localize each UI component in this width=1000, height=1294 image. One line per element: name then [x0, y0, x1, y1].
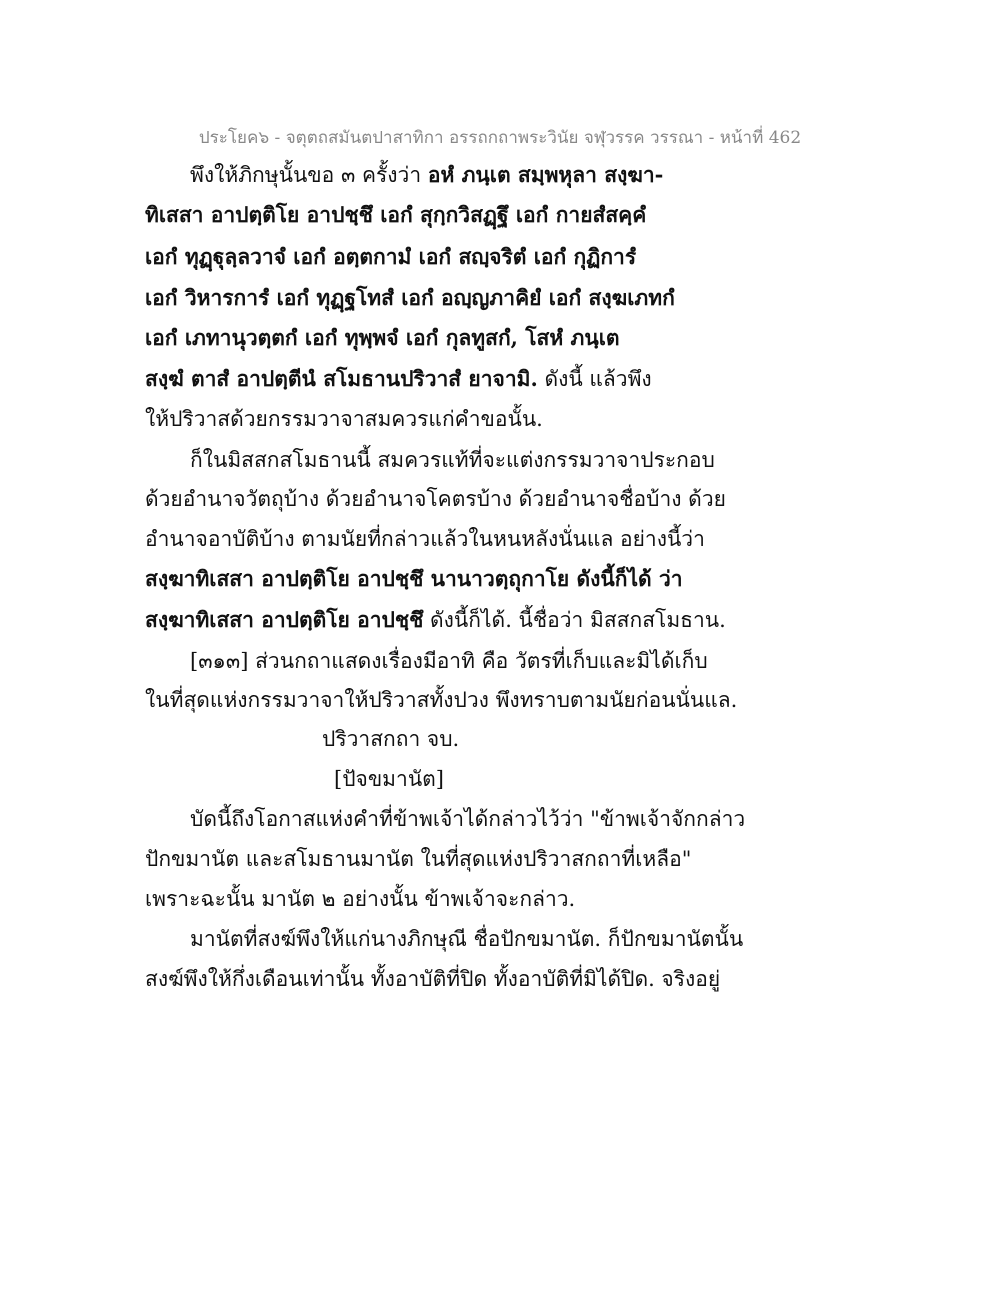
text-pali: อหํ ภนฺเต สมฺพหุลา สงฺฆา-: [427, 162, 664, 187]
text-pali: สงฺฆํ ตาสํ อาปตฺตีนํ สโมธานปริวาสํ ยาจามิ.: [145, 366, 538, 391]
text-line-18: ปักขมานัต และสโมธานมานัต ในที่สุดแห่งปริวาสกถาที่เหลือ": [145, 847, 692, 871]
text-pali: สงฺฆาทิเสสา อาปตฺติโย อาปชฺชึ: [145, 607, 424, 632]
text-regular: ดังนี้ก็ได้. นี้ชื่อว่า มิสสกสโมธาน.: [423, 608, 726, 632]
text-line-20: มานัตที่สงฆ์พึงให้แก่นางภิกษุณี ชื่อปักขมานัต. ก็ปักขมานัตนั้น: [190, 927, 744, 951]
text-line-10: อำนาจอาบัติบ้าง ตามนัยที่กล่าวแล้วในหนหลังนั่นแล อย่างนี้ว่า: [145, 527, 705, 551]
text-regular: พึงให้ภิกษุนั้นขอ ๓ ครั้งว่า: [190, 163, 428, 187]
text-line-12: [145, 605, 726, 635]
text-regular: ดังนี้ แล้วพึง: [537, 367, 652, 391]
text-line-1: [190, 160, 663, 190]
text-line-3: เอกํ ทุฏฺฐุลฺลวาจํ เอกํ อตฺตกามํ เอกํ สญฺจริตํ เอกํ กุฏิการํ: [145, 244, 637, 269]
page-header: ประโยค๖ - จตุตถสมันตปาสาทิกา อรรถกถาพระวินัย จฬุวรรค วรรณา - หน้าที่ 462: [198, 128, 802, 148]
text-line-5: เอกํ เภทานุวตฺตกํ เอกํ ทุพฺพจํ เอกํ กุลทูสกํ, โสหํ ภนฺเต: [145, 325, 620, 350]
text-line-4: เอกํ วิหารการํ เอกํ ทุฏฺฐโทสํ เอกํ อญฺญภาคิยํ เอกํ สงฺฆเภทกํ: [145, 285, 675, 310]
text-line-14: ในที่สุดแห่งกรรมวาจาให้ปริวาสทั้งปวง พึงทราบตามนัยก่อนนั่นแล.: [145, 688, 738, 712]
text-line-6: [145, 364, 652, 394]
text-line-19: เพราะฉะนั้น มานัต ๒ อย่างนั้น ข้าพเจ้าจะกล่าว.: [145, 887, 576, 911]
text-line-8: ก็ในมิสสกสโมธานนี้ สมควรแท้ที่จะแต่งกรรมวาจาประกอบ: [190, 448, 715, 472]
text-line-2: ทิเสสา อาปตฺติโย อาปชฺชึ เอกํ สุกฺกวิสฏฺฐึ เอกํ กายสํสคฺคํ: [145, 202, 647, 227]
text-line-21: สงฆ์พึงให้กึ่งเดือนเท่านั้น ทั้งอาบัติที่ปิด ทั้งอาบัติที่มิได้ปิด. จริงอยู่: [145, 967, 721, 991]
text-line-9: ด้วยอำนาจวัตถุบ้าง ด้วยอำนาจโคตรบ้าง ด้วยอำนาจชื่อบ้าง ด้วย: [145, 487, 726, 511]
text-line-17: บัดนี้ถึงโอกาสแห่งคำที่ข้าพเจ้าได้กล่าวไว้ว่า "ข้าพเจ้าจักกล่าว: [190, 807, 746, 831]
section-heading: [ปัจขมานัต]: [334, 767, 445, 791]
text-line-7: ให้ปริวาสด้วยกรรมวาจาสมควรแก่คำขอนั้น.: [145, 407, 543, 431]
section-end-title: ปริวาสกถา จบ.: [322, 727, 460, 751]
text-line-13: [๓๑๓] ส่วนกถาแสดงเรื่องมีอาทิ คือ วัตรที่เก็บและมิได้เก็บ: [190, 649, 708, 673]
text-line-11: สงฺฆาทิเสสา อาปตฺติโย อาปชฺชึ นานาวตฺถุกาโย ดังนี้ก็ได้ ว่า: [145, 566, 683, 591]
